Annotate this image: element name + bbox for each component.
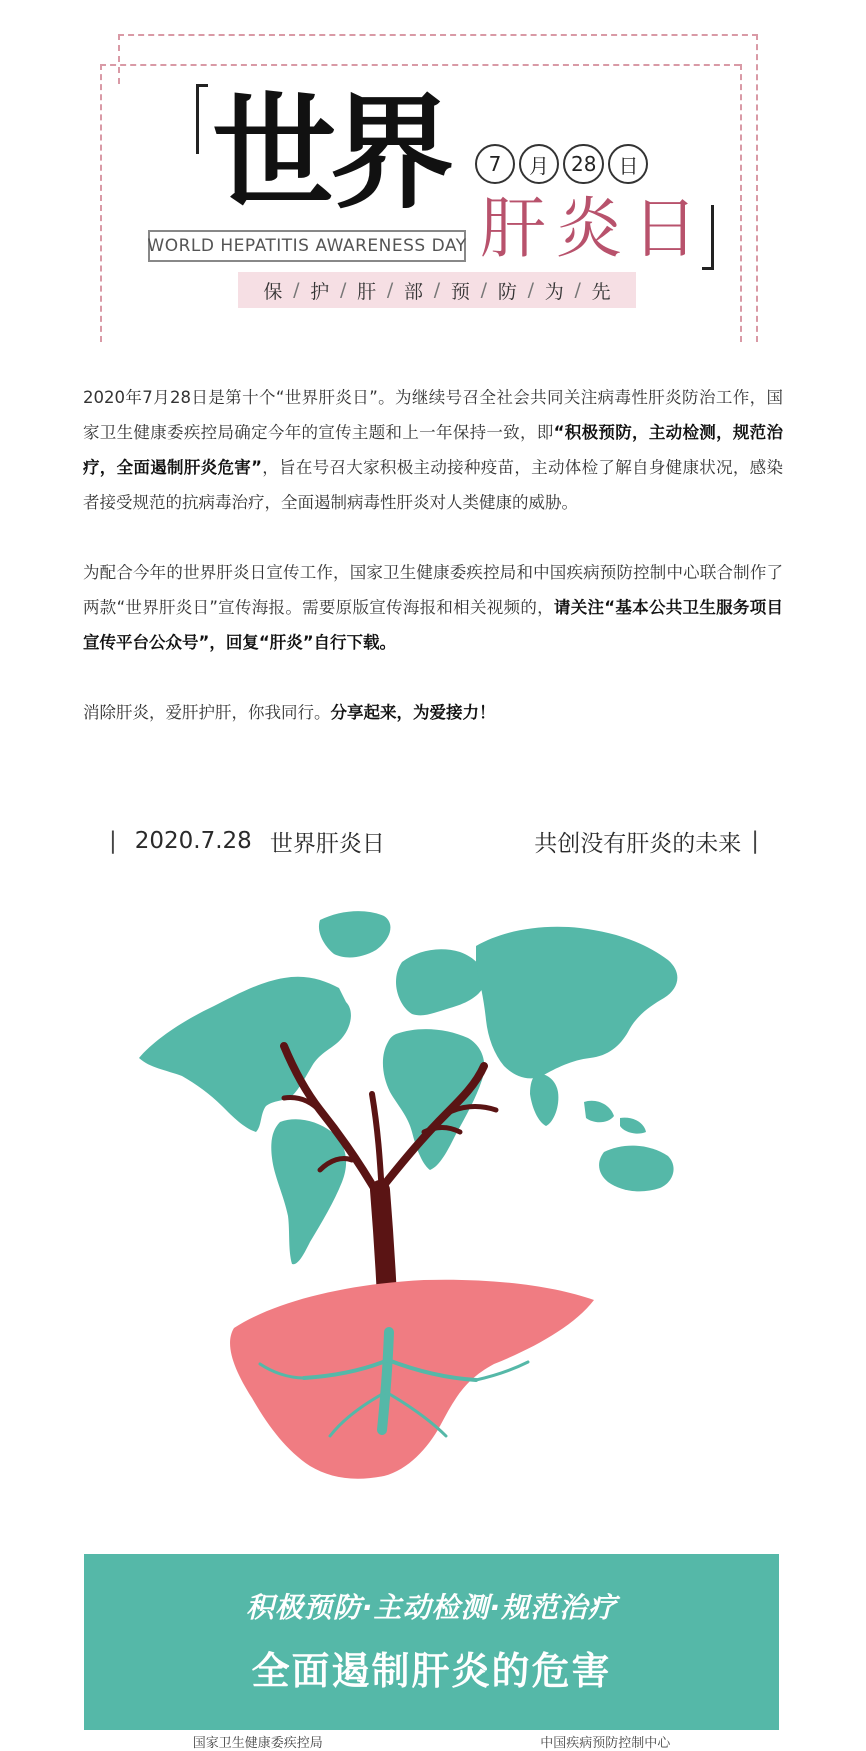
banner-title-sub: 肝炎日 (480, 190, 708, 267)
continent-australia (599, 1146, 673, 1192)
date-day-number: 28 (563, 144, 604, 184)
band-slogan-line-1: 积极预防·主动检测·规范治疗 (245, 1591, 618, 1624)
bold-share-call: 分享起来，为爱接力！ (330, 703, 496, 722)
slogan-bar: 保 / 护 / 肝 / 部 / 预 / 防 / 为 / 先 (238, 272, 636, 308)
footer-org-right: 中国疾病预防控制中心 (540, 1736, 671, 1751)
banner (0, 0, 866, 345)
paragraph-1: 2020年7月28日是第十个“世界肝炎日”。为继续号召全社会共同关注病毒性肝炎防治工作，国家卫生健康委疾控局确定今年的宣传主题和上一年保持一致，即“积极预防，主动检测，规范治疗，全面遏制肝炎危害”，旨在号召大家积极主动接种疫苗，主动体检了解自身健康状况，感染者接受规范的抗病毒治疗，全面遏制病毒性肝炎对人类健康的威胁。 (83, 388, 783, 512)
header-pipe-left: | (109, 828, 117, 854)
header-pipe-right: | (751, 828, 759, 854)
continent-india (530, 1074, 558, 1126)
islands-southeast-asia (584, 1101, 646, 1134)
continent-africa (383, 1029, 484, 1170)
paragraph-3: 消除肝炎，爱肝护肝，你我同行。分享起来，为爱接力！ (83, 703, 496, 722)
frame-dash-right-inner (740, 64, 742, 342)
frame-dash-left-outer (118, 34, 120, 84)
continent-greenland (319, 911, 390, 957)
date-day-char: 日 (608, 144, 648, 184)
slogan-char: 先 (591, 280, 611, 303)
slogan-char: 防 (497, 280, 517, 303)
article-body (83, 380, 783, 730)
frame-dash-left-inner (100, 64, 102, 342)
poster-slogan-band (84, 1554, 779, 1730)
poster-slogan: 共创没有肝炎的未来 (534, 830, 742, 857)
date-month-number: 7 (475, 144, 515, 184)
english-title-box: WORLD HEPATITIS AWARENESS DAY (148, 230, 466, 262)
bracket-right (702, 205, 714, 270)
slogan-char: 保 (263, 280, 283, 303)
bold-theme: “积极预防，主动检测，规范治疗，全面遏制肝炎危害” (83, 423, 783, 477)
bracket-left (196, 84, 208, 154)
slogan-char: 为 (544, 280, 564, 303)
poster-footer (84, 1732, 779, 1751)
banner-title-main: 世界 (212, 82, 449, 226)
frame-dash-right-outer (756, 34, 758, 342)
liver-shape (230, 1280, 594, 1479)
poster-header (109, 824, 759, 858)
poster-event: 世界肝炎日 (269, 830, 385, 857)
continent-asia (476, 927, 677, 1079)
bold-follow-instruction: 请关注“基本公共卫生服务项目宣传平台公众号”，回复“肝炎”自行下载。 (83, 598, 783, 652)
slogan-char: 肝 (357, 280, 377, 303)
date-month-char: 月 (519, 144, 559, 184)
frame-dash-top-outer (118, 34, 758, 36)
frame-dash-top-inner (100, 64, 740, 66)
world-map (139, 911, 677, 1264)
footer-org-left: 国家卫生健康委疾控局 (192, 1736, 323, 1751)
continent-europe (396, 949, 485, 1015)
slogan-char: 预 (450, 280, 470, 303)
band-slogan-line-2: 全面遏制肝炎的危害 (251, 1649, 612, 1693)
poster-date: 2020.7.28 (134, 828, 252, 854)
paragraph-2: 为配合今年的世界肝炎日宣传工作，国家卫生健康委疾控局和中国疾病预防控制中心联合制作了两款“世界肝炎日”宣传海报。需要原版宣传海报和相关视频的，请关注“基本公共卫生服务项目宣传平台公众号”，回复“肝炎”自行下载。 (83, 563, 783, 652)
slogan-char: 护 (310, 280, 330, 303)
poster-image (84, 810, 779, 1751)
world-tree-liver-illustration (84, 870, 779, 1520)
slogan-char: 部 (404, 280, 424, 303)
continent-south-america (271, 1119, 346, 1264)
date-badges (475, 144, 648, 184)
